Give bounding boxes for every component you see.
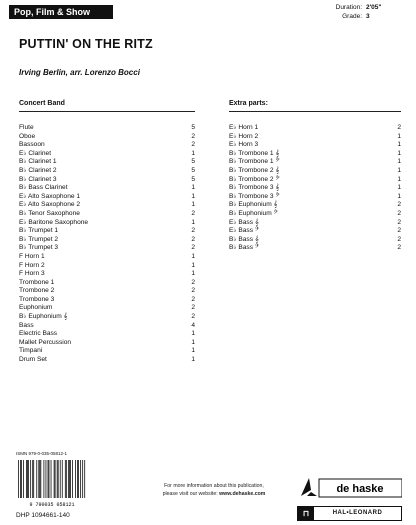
concert-band-instrument: B♭ Trumpet 3 <box>19 244 59 252</box>
extra-parts-row <box>229 219 401 228</box>
extra-parts-count: 1 <box>397 184 401 192</box>
concert-band-count: 5 <box>191 166 195 174</box>
barcode-number: 9 790035 058121 <box>29 502 75 508</box>
concert-band-row <box>19 279 195 288</box>
concert-band-instrument: B♭ Bass Clarinet <box>19 184 68 192</box>
extra-parts-instrument: E♭ Bass 𝄞 <box>229 218 259 226</box>
extra-parts-row <box>229 176 401 185</box>
extra-parts-row <box>229 124 401 133</box>
concert-band-instrument: B♭ Tenor Saxophone <box>19 209 80 217</box>
barcode-image <box>16 458 88 508</box>
extra-parts-count: 1 <box>397 175 401 183</box>
info-line-2-prefix: please visit our website: <box>162 490 220 497</box>
concert-band-count: 1 <box>191 252 195 260</box>
concert-band-row <box>19 339 195 348</box>
extra-parts-count: 1 <box>397 141 401 149</box>
extra-parts-row <box>229 244 401 253</box>
extra-parts-row <box>229 141 401 150</box>
de-haske-mark-icon <box>301 478 311 496</box>
concert-band-panel <box>19 99 195 365</box>
concert-band-count: 1 <box>191 347 195 355</box>
concert-band-count: 2 <box>191 304 195 312</box>
concert-band-instrument: Drum Set <box>19 356 47 364</box>
extra-parts-heading: Extra parts: <box>229 99 401 112</box>
extra-parts-instrument: B♭ Trombone 1 𝄢 <box>229 158 280 166</box>
concert-band-row <box>19 270 195 279</box>
concert-band-row <box>19 330 195 339</box>
concert-band-count: 1 <box>191 184 195 192</box>
hal-leonard-text: HAL•LEONARD <box>332 510 383 516</box>
website-link[interactable]: www.dehaske.com <box>219 490 266 497</box>
concert-band-count: 2 <box>191 209 195 217</box>
de-haske-text: de haske <box>336 483 384 495</box>
extra-parts-row <box>229 227 401 236</box>
concert-band-instrument: B♭ Clarinet 3 <box>19 175 57 183</box>
page-title: PUTTIN' ON THE RITZ <box>19 37 153 51</box>
extra-parts-instrument: B♭ Bass 𝄞 <box>229 235 259 243</box>
concert-band-row <box>19 287 195 296</box>
concert-band-instrument: Timpani <box>19 347 43 355</box>
concert-band-instrument: E♭ Baritone Saxophone <box>19 218 89 226</box>
concert-band-instrument: Trombone 2 <box>19 287 55 295</box>
extra-parts-panel <box>229 99 401 253</box>
concert-band-instrument: B♭ Clarinet 1 <box>19 158 57 166</box>
category-badge: Pop, Film & Show <box>9 5 113 19</box>
concert-band-count: 2 <box>191 278 195 286</box>
duration-label: Duration: <box>335 4 362 11</box>
extra-parts-row <box>229 158 401 167</box>
concert-band-row <box>19 262 195 271</box>
extra-parts-instrument: E♭ Bass 𝄢 <box>229 227 260 235</box>
concert-band-count: 5 <box>191 124 195 131</box>
concert-band-count: 2 <box>191 295 195 303</box>
duration-value: 2'05" <box>366 4 382 11</box>
concert-band-row <box>19 124 195 133</box>
concert-band-list <box>19 124 195 365</box>
isbn-text: ISMN 979-0-035-05812-1 <box>16 451 68 456</box>
extra-parts-instrument: E♭ Horn 2 <box>229 132 259 140</box>
concert-band-count: 1 <box>191 192 195 200</box>
duration-grade-info <box>330 3 381 21</box>
concert-band-row <box>19 167 195 176</box>
concert-band-instrument: B♭ Trumpet 2 <box>19 235 59 243</box>
concert-band-instrument: Bassoon <box>19 141 45 149</box>
concert-band-row <box>19 141 195 150</box>
extra-parts-count: 1 <box>397 149 401 157</box>
concert-band-count: 1 <box>191 201 195 209</box>
concert-band-row <box>19 356 195 365</box>
concert-band-instrument: Trombone 1 <box>19 278 55 286</box>
concert-band-row <box>19 227 195 236</box>
concert-band-count: 4 <box>191 321 195 329</box>
concert-band-count: 2 <box>191 235 195 243</box>
concert-band-count: 2 <box>191 227 195 235</box>
concert-band-count: 1 <box>191 338 195 346</box>
extra-parts-instrument: E♭ Horn 3 <box>229 141 259 149</box>
concert-band-count: 2 <box>191 287 195 295</box>
concert-band-instrument: Flute <box>19 124 34 131</box>
concert-band-instrument: F Horn 1 <box>19 252 45 260</box>
grade-value: 3 <box>366 13 370 20</box>
concert-band-instrument: Electric Bass <box>19 330 58 338</box>
concert-band-row <box>19 244 195 253</box>
extra-parts-list <box>229 124 401 253</box>
extra-parts-instrument: B♭ Trombone 2 𝄢 <box>229 175 280 183</box>
extra-parts-instrument: B♭ Euphonium 𝄢 <box>229 209 278 217</box>
concert-band-instrument: E♭ Alto Saxophone 1 <box>19 192 81 200</box>
concert-band-heading: Concert Band <box>19 99 195 112</box>
concert-band-row <box>19 347 195 356</box>
concert-band-row <box>19 253 195 262</box>
concert-band-row <box>19 304 195 313</box>
concert-band-row <box>19 133 195 142</box>
extra-parts-instrument: B♭ Trombone 3 𝄞 <box>229 184 280 192</box>
concert-band-instrument: Bass <box>19 321 34 329</box>
concert-band-row <box>19 158 195 167</box>
concert-band-row <box>19 184 195 193</box>
concert-band-row <box>19 322 195 331</box>
extra-parts-count: 1 <box>397 158 401 166</box>
concert-band-instrument: B♭ Euphonium 𝄞 <box>19 313 68 321</box>
extra-parts-row <box>229 133 401 142</box>
extra-parts-count: 2 <box>397 209 401 217</box>
concert-band-instrument: E♭ Clarinet <box>19 149 52 157</box>
concert-band-instrument: Mallet Percussion <box>19 338 72 346</box>
grade-label: Grade: <box>342 13 362 20</box>
concert-band-instrument: B♭ Trumpet 1 <box>19 227 59 235</box>
extra-parts-count: 2 <box>397 201 401 209</box>
composer-credit: Irving Berlin, arr. Lorenzo Bocci <box>19 68 140 77</box>
concert-band-count: 2 <box>191 313 195 321</box>
concert-band-instrument: Oboe <box>19 132 36 140</box>
catalog-number: DHP 1094661-140 <box>16 512 70 519</box>
concert-band-row <box>19 219 195 228</box>
concert-band-count: 2 <box>191 244 195 252</box>
extra-parts-row <box>229 184 401 193</box>
concert-band-count: 2 <box>191 132 195 140</box>
extra-parts-count: 2 <box>397 227 401 235</box>
concert-band-instrument: Euphonium <box>19 304 53 312</box>
extra-parts-count: 2 <box>397 124 401 131</box>
extra-parts-instrument: E♭ Horn 1 <box>229 124 259 131</box>
extra-parts-instrument: B♭ Trombone 1 𝄞 <box>229 149 280 157</box>
concert-band-instrument: E♭ Alto Saxophone 2 <box>19 201 81 209</box>
extra-parts-count: 1 <box>397 192 401 200</box>
concert-band-instrument: F Horn 3 <box>19 270 45 278</box>
concert-band-instrument: F Horn 2 <box>19 261 45 269</box>
concert-band-row <box>19 313 195 322</box>
concert-band-count: 5 <box>191 158 195 166</box>
concert-band-row <box>19 176 195 185</box>
extra-parts-count: 1 <box>397 132 401 140</box>
concert-band-count: 1 <box>191 261 195 269</box>
extra-parts-count: 1 <box>397 166 401 174</box>
extra-parts-instrument: B♭ Euphonium 𝄞 <box>229 201 278 209</box>
concert-band-count: 5 <box>191 175 195 183</box>
extra-parts-instrument: B♭ Bass 𝄢 <box>229 244 260 252</box>
concert-band-row <box>19 201 195 210</box>
extra-parts-count: 2 <box>397 235 401 243</box>
info-line-1: For more information about this publication, <box>164 483 264 489</box>
extra-parts-count: 2 <box>397 218 401 226</box>
concert-band-count: 1 <box>191 270 195 278</box>
extra-parts-count: 2 <box>397 244 401 252</box>
hal-leonard-logo <box>297 506 402 521</box>
concert-band-instrument: B♭ Clarinet 2 <box>19 166 57 174</box>
concert-band-row <box>19 210 195 219</box>
concert-band-count: 1 <box>191 149 195 157</box>
publication-info <box>134 483 294 498</box>
concert-band-count: 1 <box>191 356 195 364</box>
extra-parts-row <box>229 210 401 219</box>
hal-leonard-mark-icon: ⊓ <box>298 507 314 520</box>
concert-band-count: 1 <box>191 218 195 226</box>
de-haske-logo <box>297 476 402 500</box>
concert-band-row <box>19 296 195 305</box>
info-line-2 <box>134 491 294 499</box>
extra-parts-instrument: B♭ Trombone 3 𝄢 <box>229 192 280 200</box>
concert-band-instrument: Trombone 3 <box>19 295 55 303</box>
extra-parts-row <box>229 201 401 210</box>
extra-parts-row <box>229 167 401 176</box>
concert-band-count: 1 <box>191 330 195 338</box>
concert-band-count: 2 <box>191 141 195 149</box>
extra-parts-instrument: B♭ Trombone 2 𝄞 <box>229 166 280 174</box>
